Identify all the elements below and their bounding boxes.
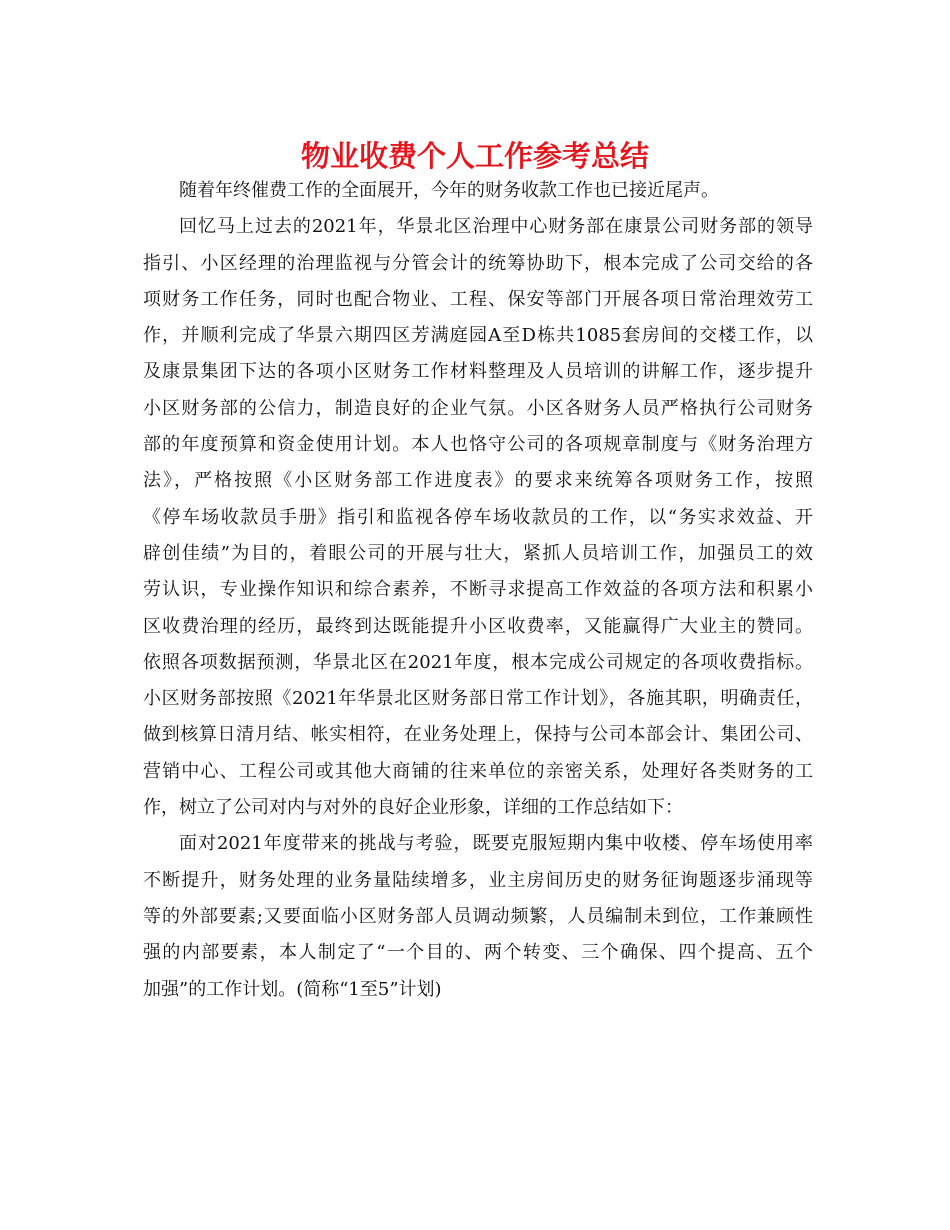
text-line: 随着年终催费工作的全面展开，今年的财务收款工作也已接近尾声。 [179, 180, 719, 201]
text-line: 强的内部要素，本人制定了“一个目的、两个转变、三个确保、四个提高、五个 [143, 942, 813, 964]
paragraph-1 [143, 173, 813, 209]
text-line: 回忆马上过去的2021年，华景北区治理中心财务部在康景公司财务部的领导 [179, 216, 813, 238]
text-line: 等的外部要素;又要面临小区财务部人员调动频繁，人员编制未到位，工作兼顾性 [143, 905, 813, 927]
text-line: 及康景集团下达的各项小区财务工作材料整理及人员培训的讲解工作，逐步提升 [143, 361, 813, 383]
text-line: 作，并顺利完成了华景六期四区芳满庭园A至D栋共1085套房间的交楼工作，以 [143, 325, 813, 347]
text-line: 劳认识，专业操作知识和综合素养，不断寻求提高工作效益的各项方法和积累小 [143, 579, 813, 601]
text-line: 《停车场收款员手册》指引和监视各停车场收款员的工作，以“务实求效益、开 [143, 506, 813, 528]
text-line: 辟创佳绩”为目的，着眼公司的开展与壮大，紧抓人员培训工作，加强员工的效 [143, 542, 813, 564]
text-line: 小区财务部的公信力，制造良好的企业气氛。小区各财务人员严格执行公司财务 [143, 397, 813, 419]
text-line: 做到核算日清月结、帐实相符，在业务处理上，保持与公司本部会计、集团公司、 [143, 724, 813, 746]
paragraph-2 [143, 209, 813, 826]
text-line: 依照各项数据预测，华景北区在2021年度，根本完成公司规定的各项收费指标。 [143, 651, 813, 673]
text-line: 小区财务部按照《2021年华景北区财务部日常工作计划》，各施其职，明确责任， [143, 688, 813, 710]
document-title: 物业收费个人工作参考总结 [300, 139, 649, 173]
text-line: 法》，严格按照《小区财务部工作进度表》的要求来统筹各项财务工作，按照 [143, 470, 813, 492]
text-line: 作，树立了公司对内与对外的良好企业形象，详细的工作总结如下： [143, 797, 683, 819]
document-body [143, 173, 813, 1008]
text-line: 面对2021年度带来的挑战与考验，既要克服短期内集中收楼、停车场使用率 [179, 833, 813, 855]
text-line: 区收费治理的经历，最终到达既能提升小区收费率，又能赢得广大业主的赞同。 [143, 615, 813, 637]
text-line: 加强”的工作计划。(简称“1至5”计划) [143, 978, 442, 1000]
text-line: 指引、小区经理的治理监视与分管会计的统筹协助下，根本完成了公司交给的各 [143, 252, 813, 274]
text-line: 不断提升，财务处理的业务量陆续增多，业主房间历史的财务征询题逐步涌现等 [143, 869, 813, 891]
paragraph-3 [143, 826, 813, 1007]
text-line: 项财务工作任务，同时也配合物业、工程、保安等部门开展各项日常治理效劳工 [143, 288, 813, 310]
text-line: 部的年度预算和资金使用计划。本人也恪守公司的各项规章制度与《财务治理方 [143, 434, 813, 456]
text-line: 营销中心、工程公司或其他大商铺的往来单位的亲密关系，处理好各类财务的工 [143, 760, 813, 782]
